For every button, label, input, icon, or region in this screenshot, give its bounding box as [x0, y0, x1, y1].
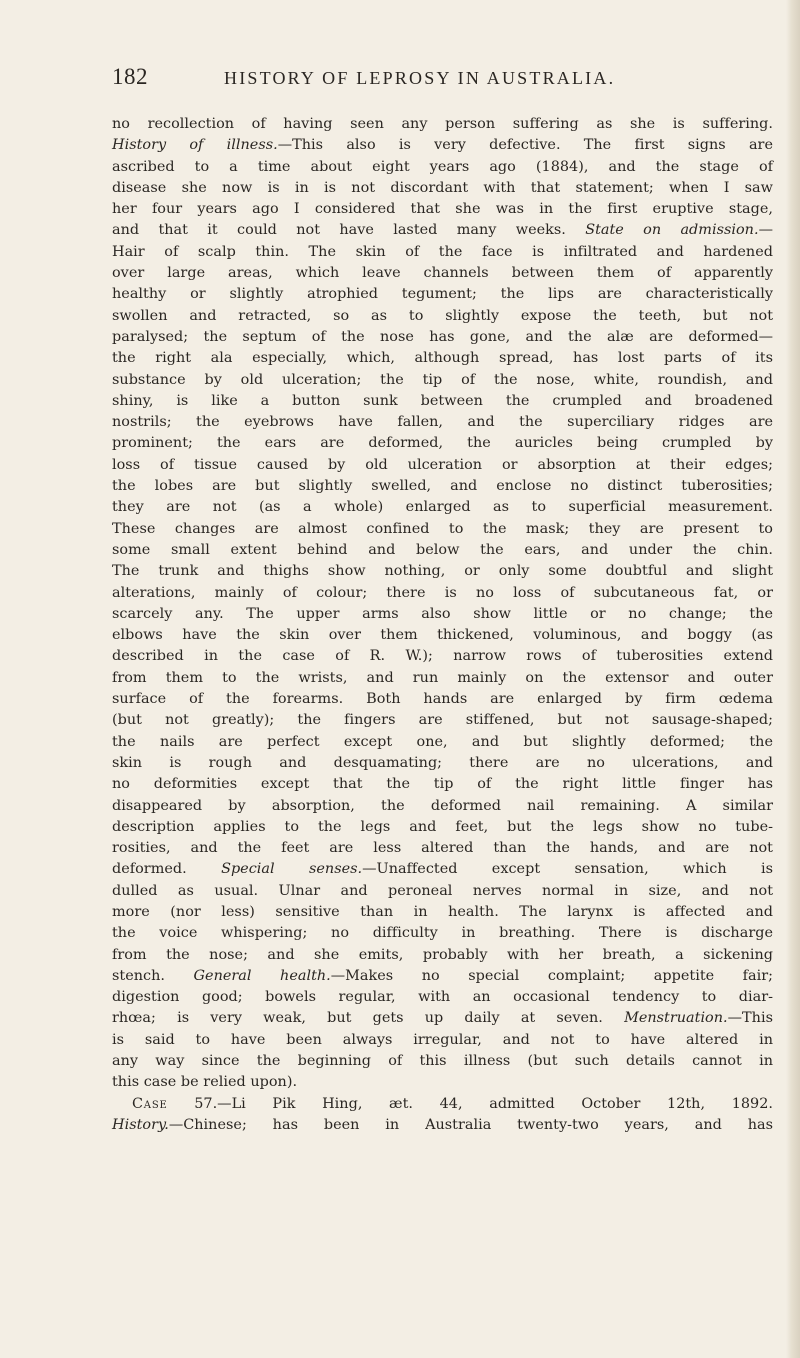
text-segment: this case be relied upon). [112, 1074, 298, 1091]
text-line [112, 497, 773, 518]
text-line [112, 923, 773, 944]
text-line [112, 1072, 773, 1093]
text-line [112, 966, 773, 987]
text-segment: alterations, mainly of colour; there is no loss of subcutaneous fat, or [112, 584, 773, 601]
text-segment: 57.—Li Pik Hing, æt. 44, admitted October 12th, 1892. [167, 1095, 773, 1112]
text-segment: no recollection of having seen any person suffering as she is suffering. [112, 116, 773, 132]
text-line [112, 476, 773, 497]
text-line [112, 242, 773, 263]
text-segment: disappeared by absorption, the deformed nail remaining. A similar [112, 797, 773, 814]
text-line [112, 1094, 773, 1115]
text-line [112, 838, 773, 859]
case-label: Case [132, 1095, 168, 1112]
text-segment: rhœa; is very weak, but gets up daily at seven. [112, 1010, 625, 1027]
text-segment: is said to have been always irregular, and not to have altered in [112, 1031, 773, 1048]
text-line [112, 646, 773, 667]
text-line [112, 945, 773, 966]
text-segment: and that it could not have lasted many weeks. [112, 222, 586, 239]
text-line [112, 391, 773, 412]
text-line [112, 668, 773, 689]
text-segment: some small extent behind and below the ears, and under the chin. [112, 541, 773, 558]
text-segment: surface of the forearms. Both hands are enlarged by firm œdema [112, 691, 773, 708]
text-line [112, 348, 773, 369]
text-segment: over large areas, which leave channels between them of apparently [112, 265, 773, 282]
text-line [112, 412, 773, 433]
page-header [112, 64, 772, 98]
text-segment: swollen and retracted, so as to slightly expose the teeth, but not [112, 307, 773, 324]
text-line [112, 114, 773, 135]
text-segment: described in the case of R. W.); narrow rows of tuberosities extend [112, 648, 773, 665]
italic-heading: State on admission. [585, 222, 759, 239]
text-segment: deformed. [112, 861, 222, 878]
text-segment: dulled as usual. Ulnar and peroneal nerves normal in size, and not [112, 882, 773, 899]
text-line [112, 433, 773, 454]
text-segment: no deformities except that the tip of the right little finger has [112, 776, 773, 793]
text-line [112, 753, 773, 774]
text-line [112, 561, 773, 582]
text-line [112, 1051, 773, 1072]
text-segment: ascribed to a time about eight years ago (1884), and the stage of [112, 158, 773, 175]
text-line [112, 859, 773, 880]
text-segment: These changes are almost confined to the mask; they are present to [112, 520, 773, 537]
text-line [112, 1008, 773, 1029]
text-line [112, 455, 773, 476]
text-line [112, 710, 773, 731]
text-segment: skin is rough and desquamating; there are no ulcerations, and [112, 754, 773, 771]
body-text [112, 114, 773, 1136]
text-segment: —Unaffected except sensation, which is [362, 861, 773, 878]
text-line [112, 306, 773, 327]
text-segment: elbows have the skin over them thickened, voluminous, and boggy (as [112, 627, 773, 644]
text-segment: paralysed; the septum of the nose has gone, and the alæ are deformed— [112, 328, 773, 345]
text-segment: the voice whispering; no difficulty in breathing. There is discharge [112, 925, 773, 942]
text-segment: any way since the beginning of this illness (but such details cannot in [112, 1053, 773, 1070]
text-segment: disease she now is in is not discordant with that statement; when I saw [112, 179, 773, 196]
text-line [112, 135, 773, 156]
running-title: HISTORY OF LEPROSY IN AUSTRALIA. [224, 68, 616, 88]
text-line [112, 583, 773, 604]
text-segment: loss of tissue caused by old ulceration or absorption at their edges; [112, 456, 773, 473]
text-line [112, 817, 773, 838]
text-segment: prominent; the ears are deformed, the auricles being crumpled by [112, 435, 773, 452]
text-segment: substance by old ulceration; the tip of the nose, white, roundish, and [112, 371, 773, 388]
text-line [112, 604, 773, 625]
text-line [112, 625, 773, 646]
text-segment: stench. [112, 967, 194, 984]
page-edge-shadow [786, 0, 800, 1358]
text-segment: more (nor less) sensitive than in health. The larynx is affected and [112, 903, 773, 920]
italic-heading: History. [112, 1116, 169, 1133]
text-segment: nostrils; the eyebrows have fallen, and the superciliary ridges are [112, 414, 773, 431]
text-line [112, 689, 773, 710]
text-line [112, 220, 773, 241]
text-segment: from the nose; and she emits, probably with her breath, a sickening [112, 946, 773, 963]
text-segment: from them to the wrists, and run mainly on the extensor and outer [112, 669, 773, 686]
page-number: 182 [112, 64, 148, 89]
text-segment: description applies to the legs and feet, but the legs show no tube- [112, 818, 773, 835]
text-line [112, 1115, 773, 1136]
italic-heading: General health. [193, 967, 331, 984]
text-line [112, 1030, 773, 1051]
text-segment: healthy or slightly atrophied tegument; the lips are characteristically [112, 286, 773, 303]
text-segment: scarcely any. The upper arms also show little or no change; the [112, 605, 773, 622]
text-segment: —This also is very defective. The first signs are [277, 137, 773, 154]
text-line [112, 370, 773, 391]
italic-heading: History of illness. [112, 137, 278, 154]
text-line [112, 987, 773, 1008]
text-segment: —Chinese; has been in Australia twenty-two years, and has [168, 1116, 773, 1133]
text-line [112, 881, 773, 902]
text-segment: the nails are perfect except one, and but slightly deformed; the [112, 733, 773, 750]
italic-heading: Special senses. [221, 861, 363, 878]
text-segment: digestion good; bowels regular, with an occasional tendency to diar- [112, 989, 773, 1006]
text-segment: —Makes no special complaint; appetite fair; [330, 967, 774, 984]
text-line [112, 157, 773, 178]
text-line [112, 540, 773, 561]
text-line [112, 732, 773, 753]
text-segment: her four years ago I considered that she was in the first eruptive stage, [112, 201, 773, 218]
text-line [112, 902, 773, 923]
text-segment: rosities, and the feet are less altered than the hands, and are not [112, 840, 773, 857]
text-line [112, 774, 773, 795]
text-line [112, 284, 773, 305]
text-line [112, 796, 773, 817]
text-segment: (but not greatly); the fingers are stiffened, but not sausage-shaped; [112, 712, 773, 729]
text-segment: the right ala especially, which, although spread, has lost parts of its [112, 350, 773, 367]
text-segment: they are not (as a whole) enlarged as to superficial measurement. [112, 499, 773, 516]
text-segment: The trunk and thighs show nothing, or only some doubtful and slight [112, 563, 773, 580]
text-line [112, 519, 773, 540]
text-line [112, 263, 773, 284]
text-line [112, 178, 773, 199]
text-segment: shiny, is like a button sunk between the crumpled and broadened [112, 392, 773, 409]
italic-heading: Menstruation. [624, 1010, 728, 1027]
text-line [112, 199, 773, 220]
text-segment: — [758, 222, 773, 239]
text-line [112, 327, 773, 348]
text-segment: the lobes are but slightly swelled, and enclose no distinct tuberosities; [112, 478, 773, 495]
text-segment: Hair of scalp thin. The skin of the face is infiltrated and hardened [112, 243, 773, 260]
text-segment: —This [727, 1010, 773, 1027]
